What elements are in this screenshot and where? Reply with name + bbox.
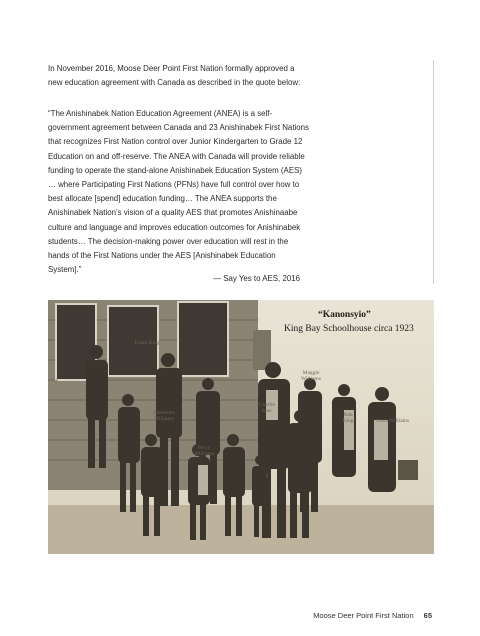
name-lawrence: Lawrence Williams [153, 410, 175, 422]
photo-title: “Kanonsyio” [318, 310, 371, 320]
schoolhouse-photo [48, 300, 434, 554]
page-footer [313, 611, 432, 620]
margin-rule [433, 60, 434, 284]
name-maggie: Maggie Williams [301, 370, 321, 382]
quote-paragraph: “The Anishinabek Nation Education Agreement (ANEA) is a self-government agreement between Canada and 23 Anishinabek First Nations that recognizes First Nation control over Junior Kindergarten to Grade 12 Education on and off-reserve. The ANEA with Canada will provide reliable funding to operate the stand-alone Anishinabek Education System (AES) … where Participating First Nations (PFNs) have full control over how to best allocate [spend] education funding… The ANEA supports the Anishinabek Nation’s vision of a quality AES that promotes Anishinaabe culture and language and improves education outcomes for Anishinabek students… The decision-making power over education will rest in the hands of the First Nations under the AES [Anishinabek Education System].” [48, 109, 309, 275]
footer-publication: Moose Deer Point First Nation [313, 611, 414, 620]
quote-attribution: — Say Yes to AES, 2016 [213, 274, 300, 283]
name-w: W [53, 378, 59, 384]
name-ada: Ada King [342, 412, 354, 424]
name-charlie: Charlie Isaac [258, 402, 276, 414]
name-lena: Lena Williams [376, 418, 410, 424]
photo-subtitle: King Bay Schoolhouse circa 1923 [284, 324, 414, 334]
name-frank: Frank King [134, 340, 160, 346]
name-s: S [265, 473, 269, 479]
name-percy: Percy Williams [194, 445, 214, 457]
intro-paragraph: In November 2016, Moose Deer Point First Nation formally approved a new education agreement with Canada as described in the quote below: [48, 64, 301, 88]
photo-illustration [48, 300, 434, 554]
page-number: 65 [423, 611, 432, 620]
